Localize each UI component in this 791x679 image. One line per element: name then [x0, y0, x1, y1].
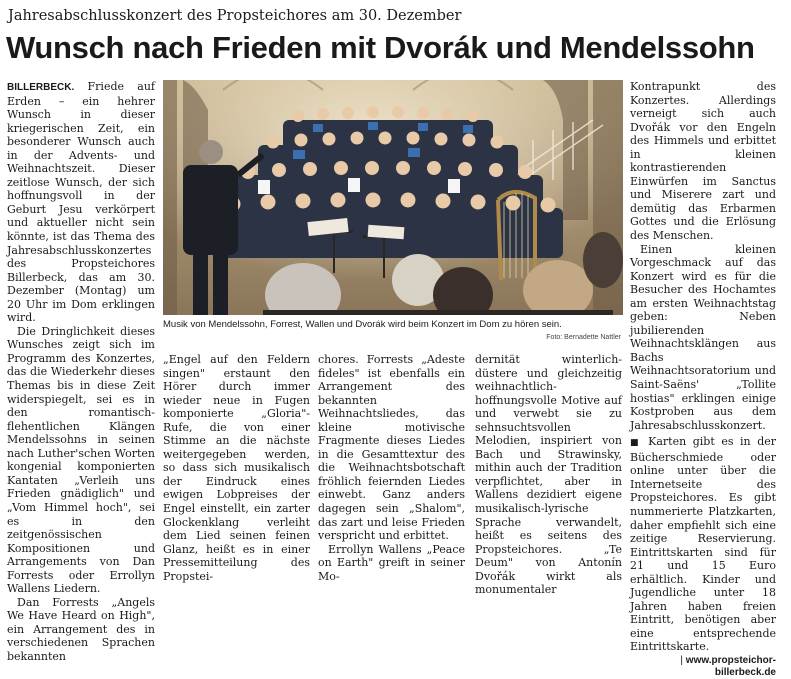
article-kicker: Jahresabschlusskonzert des Propsteichores am 30. Dezember — [8, 8, 462, 24]
ticket-info-box — [630, 435, 776, 679]
paragraph: Dan Forrests „Angels We Have Heard on High", ein Arrangement des in verschiedenen Sprachen bekannten — [7, 595, 155, 663]
paragraph-text: Friede auf Erden – ein hehrer Wunsch in dieser kriegerischen Zeit, ein besonderer Wunsch auch in der Advents- und Weihnachtszeit. Dieser zeitlose Wunsch, der sich hoffnungsvoll in der Geburt Jesu verkörpert und aktueller nicht sein könnte, ist das Thema des Jahresabschlusskonzertes des Propsteichores Billerbeck, das am 30. Dezember (Montag) um 20 Uhr im Dom erklingen wird. — [7, 80, 156, 325]
website-link-line-1[interactable]: www.propsteichor- — [685, 654, 776, 666]
bullet-icon: ■ — [630, 438, 642, 449]
text-column-5 — [630, 80, 776, 679]
dateline: BILLERBECK. — [7, 82, 75, 93]
website-link-line-2[interactable]: billerbeck.de — [714, 666, 776, 678]
paragraph: Einen kleinen Vorgeschmack auf das Konzert wird es für die Besucher des Hochamtes am ersten Weihnachtstag geben: Neben jubilierenden Weihnachtsklängen aus Bachs Weihnachtsoratorium und Saint-Saëns' „Tollite hostias" erklingen einige Kostproben aus dem Jahresabschlusskonzert. — [630, 242, 776, 432]
paragraph: chores. Forrests „Adeste fideles" ist ebenfalls ein Arrangement des bekannten Weihnachtsliedes, das kleine motivische Fragmente dieses Liedes in die Gesamttextur des die Weihnachtsbotschaft fröhlich feiernden Liedes einwebt. Ganz anders dagegen sein „Shalom", das zart und leise Frieden verspricht und erbittet. — [318, 353, 465, 543]
ticket-info-body: Karten gibt es in der Büchersсhmiede oder online unter über die Internetseite des Propsteichores. Es gibt nummerierte Platzkarten, daher empfiehlt sich eine zeitige Reservierung. Eintrittskarten sind für 21 und 15 Euro erhältlich. Kinder und Jugendliche unter 18 Jahren haben freien Eintritt, benötigen aber eine entsprechende Eintrittskarte. — [630, 435, 777, 654]
ticket-info-text — [630, 435, 776, 654]
text-column-4 — [475, 353, 622, 597]
website-link[interactable]: | www.propsteichor- billerbeck.de — [680, 654, 776, 678]
article-headline: Wunsch nach Frieden mit Dvorák und Mendelssohn — [6, 30, 755, 65]
paragraph: dernität winterlich-düstere und gleichzeitig weihnachtlich-hoffnungsvolle Motive auf und verwebt sie zu sehnsuchtsvollen Melodien, inspiriert von Bach und Strawinsky, mithin auch der Tradition verpflichtet, aber in Wallens dezidiert eigene musikalisch-lyrische Sprache verwandelt, heißt es seitens des Propsteichores. „Te Deum" von Antonín Dvořák wirkt als monumentaler — [475, 353, 622, 597]
paragraph — [7, 80, 155, 325]
paragraph: Die Dringlichkeit dieses Wunsches zeigt sich im Programm des Konzertes, das die Wiederkehr dieses Themas bis in diese Zeit widerspiegelt, sei es in den romantisch-flehentlichen Klängen Mendelssohns in seinen nach Luther'schen Worten kongenial komponierten Kantaten „Verleih uns Frieden gnädiglich" und „Vom Himmel hoch", sei es in den zeitgenössischen Kompositionen und Arrangements von Dan Forrests oder Errollyn Wallens Liedern. — [7, 324, 155, 596]
concert-photo — [163, 80, 623, 315]
paragraph: „Engel auf den Feldern singen" erstaunt den Hörer durch immer wieder neue in Fugen komponierte „Gloria"-Rufe, die von einer Stimme an die nächste weitergegeben werden, so dass sich musikalisch der Eindruck eines ewigen Lobpreises der Engel einstellt, ein zarter Glockenklang verleiht dem Lied seinen feinen Glanz, heißt es in einer Pressemitteilung des Propstei- — [163, 353, 310, 583]
photo-credit: Foto: Bernadette Nattler — [546, 334, 621, 341]
choir-in-cathedral-image — [163, 80, 623, 315]
paragraph: Errollyn Wallens „Peace on Earth" greift in seiner Mo- — [318, 542, 465, 583]
photo-caption: Musik von Mendelssohn, Forrest, Wallen und Dvorák wird beim Konzert im Dom zu hören sein. — [163, 319, 562, 330]
text-column-1 — [7, 80, 155, 664]
paragraph: Kontrapunkt des Konzertes. Allerdings verneigt sich auch Dvořák vor den Engeln des Himmels und erbittet in kleinen kontrastierenden Einwürfen im Sanctus und Miserere zart und demütig das Erbarmen Gottes und die Erlösung des Menschen. — [630, 80, 776, 243]
